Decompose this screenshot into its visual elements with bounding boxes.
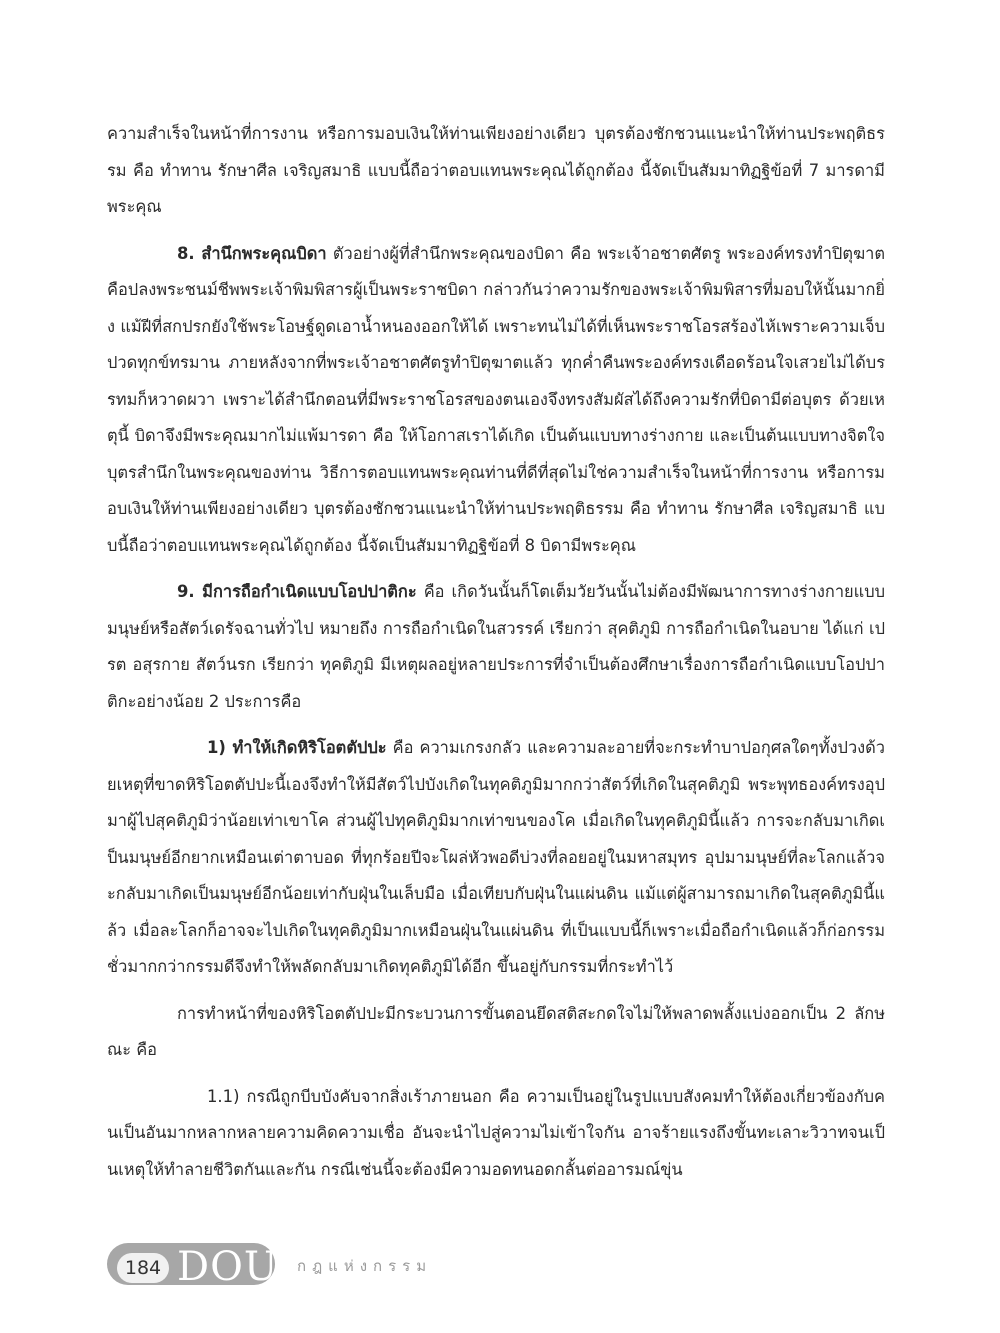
page-footer xyxy=(107,1240,527,1288)
paragraph-6-text: 1.1) กรณีถูกบีบบังคับจากสิ่งเร้าภายนอก คือ ความเป็นอยู่ในรูปแบบสังคมทำให้ต้องเกี่ยวข้องกับคนเป็นอันมากหลากหลายความคิดความเชื่อ อันจะนำไปสู่ความไม่เข้าใจกัน อาจร้ายแรงถึงขั้นทะเลาะวิวาทจนเป็นเหตุให้ทำลายชีวิตกันและกัน กรณีเช่นนี้จะต้องมีความอดทนอดกลั้นต่ออารมณ์ขุ่น xyxy=(107,1086,885,1179)
paragraph-3-heading: 9. มีการถือกำเนิดแบบโอปปาติกะ xyxy=(177,582,417,601)
paragraph-3 xyxy=(107,574,885,720)
paragraph-1-text: ความสำเร็จในหน้าที่การงาน หรือการมอบเงินให้ท่านเพียงอย่างเดียว บุตรต้องชักชวนแนะนำให้ท่านประพฤติธรรม คือ ทำทาน รักษาศีล เจริญสมาธิ แบบนี้ถือว่าตอบแทนพระคุณได้ถูกต้อง นี้จัดเป็นสัมมาทิฏฐิข้อที่ 7 มารดามีพระคุณ xyxy=(107,124,885,216)
paragraph-6 xyxy=(107,1079,885,1189)
paragraph-2-text: ตัวอย่างผู้ที่สำนึกพระคุณของบิดา คือ พระเจ้าอชาตศัตรู พระองค์ทรงทำปิตุฆาตคือปลงพระชนม์ชีพพระเจ้าพิมพิสารผู้เป็นพระราชบิดา กล่าวกันว่าความรักของพระเจ้าพิมพิสารที่มอบให้นั้นมากยิ่ง แม้ฝีที่สกปรกยังใช้พระโอษฐ์ดูดเอาน้ำหนองออกให้ได้ เพราะทนไม่ได้ที่เห็นพระราชโอรสร้องไห้เพราะความเจ็บปวดทุกข์ทรมาน ภายหลังจากที่พระเจ้าอชาตศัตรูทำปิตุฆาตแล้ว ทุกค่ำคืนพระองค์ทรงเดือดร้อนใจเสวยไม่ได้บรรทมก็หวาดผวา เพราะได้สำนึกตอนที่มีพระราชโอรสของตนเองจึงทรงสัมผัสได้ถึงความรักที่บิดามีต่อบุตร ด้วยเหตุนี้ บิดาจึงมีพระคุณมากไม่แพ้มารดา คือ ให้โอกาสเราได้เกิด เป็นต้นแบบทางร่างกาย และเป็นต้นแบบทางจิตใจ บุตรสำนึกในพระคุณของท่าน วิธีการตอบแทนพระคุณท่านที่ดีที่สุดไม่ใช่ความสำเร็จในหน้าที่การงาน หรือการมอบเงินให้ท่านเพียงอย่างเดียว บุตรต้องชักชวนแนะนำให้ท่านประพฤติธรรม คือ ทำทาน รักษาศีล เจริญสมาธิ แบบนี้ถือว่าตอบแทนพระคุณได้ถูกต้อง นี้จัดเป็นสัมมาทิฏฐิข้อที่ 8 บิดามีพระคุณ xyxy=(107,243,885,555)
paragraph-4-text: คือ ความเกรงกลัว และความละอายที่จะกระทำบาปอกุศลใดๆทั้งปวงด้วยเหตุที่ขาดหิริโอตตัปปะนี้เองจึงทำให้มีสัตว์ไปบังเกิดในทุคติภูมิมากกว่าสัตว์ที่เกิดในสุคติภูมิ พระพุทธองค์ทรงอุปมาผู้ไปสุคติภูมิว่าน้อยเท่าเขาโค ส่วนผู้ไปทุคติภูมิมากเท่าขนของโค เมื่อเกิดในทุคติภูมินี้แล้ว การจะกลับมาเกิดเป็นมนุษย์อีกยากเหมือนเต่าตาบอด ที่ทุกร้อยปีจะโผล่หัวพอดีบ่วงที่ลอยอยู่ในมหาสมุทร อุปมามนุษย์ที่ละโลกแล้วจะกลับมาเกิดเป็นมนุษย์อีกน้อยเท่ากับฝุ่นในเล็บมือ เมื่อเทียบกับฝุ่นในแผ่นดิน แม้แต่ผู้สามารถมาเกิดในสุคติภูมินี้แล้ว เมื่อละโลกก็อาจจะไปเกิดในทุคติภูมิมากเหมือนฝุ่นในแผ่นดิน ที่เป็นแบบนี้ก็เพราะเมื่อถือกำเนิดแล้วก็ก่อกรรมชั่วมากกว่ากรรมดีจึงทำให้พลัดกลับมาเกิดทุคติภูมิได้อีก ขึ้นอยู่กับกรรมที่กระทำไว้ xyxy=(107,738,886,976)
page-body xyxy=(107,116,885,1188)
paragraph-2-heading: 8. สำนึกพระคุณบิดา xyxy=(177,243,327,263)
paragraph-5-text: การทำหน้าที่ของหิริโอตตัปปะมีกระบวนการขั้นตอนยึดสติสะกดใจไม่ให้พลาดพลั้งแบ่งออกเป็น 2 ลักษณะ คือ xyxy=(107,1003,885,1059)
paragraph-2 xyxy=(107,236,885,565)
paragraph-1 xyxy=(107,116,885,226)
paragraph-4-heading: 1) ทำให้เกิดหิริโอตตัปปะ xyxy=(207,738,387,757)
paragraph-3-text: คือ เกิดวันนั้นก็โตเต็มวัยวันนั้นไม่ต้องมีพัฒนาการทางร่างกายแบบมนุษย์หรือสัตว์เดรัจฉานทั่วไป หมายถึง การถือกำเนิดในสวรรค์ เรียกว่า สุคติภูมิ การถือกำเนิดในอบาย ได้แก่ เปรต อสุรกาย สัตว์นรก เรียกว่า ทุคติภูมิ มีเหตุผลอยู่หลายประการที่จำเป็นต้องศึกษาเรื่องการถือกำเนิดแบบโอปปาติกะอย่างน้อย 2 ประการคือ xyxy=(107,582,885,711)
paragraph-4 xyxy=(107,730,885,986)
footer-badge xyxy=(107,1243,279,1290)
dou-logo: DOU xyxy=(177,1244,279,1290)
page-number: 184 xyxy=(117,1253,169,1283)
paragraph-5 xyxy=(107,996,885,1069)
running-title: กฎแห่งกรรม xyxy=(297,1257,433,1275)
